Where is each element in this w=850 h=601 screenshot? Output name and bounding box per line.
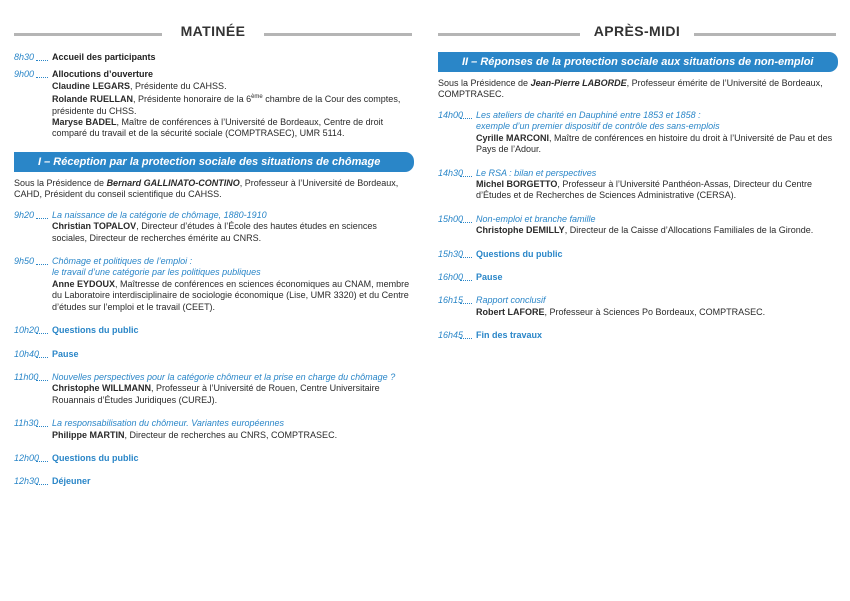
program-item: [14, 210, 412, 244]
program-item: [438, 295, 836, 318]
speaker-name: Rolande RUELLAN: [52, 94, 133, 105]
item-time: 9h20: [14, 210, 52, 244]
talk-title: Rapport conclusif: [476, 295, 546, 306]
speaker-entry: [52, 221, 412, 244]
speaker-entry: [476, 133, 836, 156]
speaker-desc-cont: chambre de la Cour des comptes, présidente du CHSS.: [52, 94, 401, 116]
speaker-name: Maryse BADEL: [52, 117, 117, 128]
speaker-name: Michel BORGETTO: [476, 179, 558, 190]
speaker-desc: , Directeur d’études à l’École des hautes études en sciences sociales, Directeur de recherches émérite au CNRS.: [52, 221, 377, 243]
speaker-name: Christophe DEMILLY: [476, 225, 565, 236]
speaker-name: Anne EYDOUX: [52, 278, 116, 289]
program-item: [14, 418, 412, 441]
item-time: 14h00: [438, 110, 476, 156]
speaker-name: Christophe WILLMANN: [52, 383, 151, 394]
talk-title: Le RSA : bilan et perspectives: [476, 167, 597, 178]
item-title: Questions du public: [476, 248, 563, 259]
matinee-title: MATINÉE: [180, 23, 246, 39]
program-item: [14, 372, 412, 406]
speaker-desc: , Professeur à l’Université de Rouen, Centre Universitaire Rouannais d’Études Juridiques (CUREJ).: [52, 383, 380, 405]
talk-subtitle: exemple d’un premier dispositif de contrôle des sans-emplois: [476, 121, 720, 132]
speaker-name: Christian TOPALOV: [52, 221, 137, 232]
speaker-desc: , Directeur de la Caisse d’Allocations Familiales de la Gironde.: [564, 225, 814, 236]
speaker-desc-sup: ème: [251, 94, 263, 101]
item-time: 10h20: [14, 325, 52, 336]
item-time: 14h30: [438, 168, 476, 202]
program-item: [438, 249, 836, 260]
program-item: [438, 272, 836, 283]
speaker-entry: [476, 179, 836, 202]
program-item: [438, 168, 836, 202]
speaker-desc: , Maître de conférences en histoire du droit à l’Université de Pau et des Pays de l’Adour.: [476, 132, 833, 155]
speaker-name: Claudine LEGARS: [52, 80, 131, 91]
item-time: 9h00: [14, 69, 52, 139]
item-time: 11h00: [14, 372, 52, 406]
item-title: Pause: [52, 348, 79, 359]
item-title: Accueil des participants: [52, 52, 156, 62]
item-time: 16h45: [438, 330, 476, 341]
item-title: Allocutions d’ouverture: [52, 69, 154, 80]
speaker-entry: [52, 383, 412, 406]
program-item: [14, 52, 412, 63]
item-time: 16h00: [438, 272, 476, 283]
program-item: [14, 453, 412, 464]
program-item: [438, 110, 836, 156]
item-title: Questions du public: [52, 325, 139, 336]
item-title: Pause: [476, 272, 503, 283]
item-time: 12h30: [14, 476, 52, 487]
program-item: [14, 69, 412, 139]
speaker-desc: , Présidente du CAHSS.: [130, 80, 227, 91]
speaker-desc: , Présidente honoraire de la 6: [133, 94, 252, 105]
speaker-entry: [476, 225, 836, 236]
speaker-name: Robert LAFORE: [476, 306, 545, 317]
speaker-entry: [52, 117, 412, 140]
item-title: Fin des travaux: [476, 330, 543, 341]
apresmidi-title: APRÈS-MIDI: [593, 23, 681, 39]
speaker-name: Philippe MARTIN: [52, 429, 125, 440]
section-banner: II – Réponses de la protection sociale aux situations de non-emploi: [438, 52, 838, 72]
program-item: [14, 325, 412, 336]
item-time: 9h50: [14, 256, 52, 313]
item-title: Déjeuner: [52, 476, 91, 487]
item-time: 10h40: [14, 349, 52, 360]
session-chair: Sous la Présidence de Jean-Pierre LABORDE, Professeur émérite de l’Université de Bordeaux, COMPTRASEC.: [438, 78, 823, 99]
talk-title: Nouvelles perspectives pour la catégorie chômeur et la prise en charge du chômage ?: [52, 371, 396, 382]
speaker-entry: [52, 430, 412, 441]
matinee-header: [14, 22, 412, 44]
speaker-desc: , Professeur à Sciences Po Bordeaux, COMPTRASEC.: [544, 306, 766, 317]
speaker-entry: [52, 81, 412, 92]
talk-title: La naissance de la catégorie de chômage, 1880-1910: [52, 209, 267, 220]
item-time: 8h30: [14, 52, 52, 63]
speaker-name: Cyrille MARCONI: [476, 132, 550, 143]
item-time: 12h00: [14, 453, 52, 464]
speaker-desc: , Professeur à l’Université Panthéon-Assas, Directeur du Centre d’Études et de Recherches de Sciences Administrative (CERSA).: [476, 179, 812, 201]
speaker-entry: [476, 307, 836, 318]
matinee-column: [14, 22, 412, 500]
program-item: [14, 476, 412, 487]
talk-title: La responsabilisation du chômeur. Variantes européennes: [52, 418, 284, 429]
program-item: [14, 349, 412, 360]
section-banner: I – Réception par la protection sociale des situations de chômage: [14, 152, 414, 172]
talk-title: Les ateliers de charité en Dauphiné entre 1853 et 1858 :: [476, 110, 701, 120]
item-title: Questions du public: [52, 452, 139, 463]
apresmidi-column: [438, 22, 836, 354]
speaker-desc: , Maîtresse de conférences en sciences économiques au CNAM, membre du Laboratoire interdisciplinaire de sociologie économique (Lise, UMR 3320) et du Centre d’études sur l’emploi et le travail (CEET).: [52, 278, 410, 312]
talk-title: Chômage et politiques de l’emploi :: [52, 256, 193, 267]
program-item: [438, 214, 836, 237]
item-time: 15h30: [438, 249, 476, 260]
item-time: 15h00: [438, 214, 476, 237]
talk-subtitle: le travail d’une catégorie par les politiques publiques: [52, 267, 261, 278]
apresmidi-header: [438, 22, 836, 44]
item-time: 16h15: [438, 295, 476, 318]
session-chair: Sous la Présidence de Bernard GALLINATO-CONTINO, Professeur à l’Université de Bordeaux, CAHD, Président du conseil scientifique du CAHSS.: [14, 177, 399, 199]
item-time: 11h30: [14, 418, 52, 441]
talk-title: Non-emploi et branche famille: [476, 213, 596, 224]
speaker-entry: [52, 279, 412, 313]
speaker-desc: , Directeur de recherches au CNRS, COMPTRASEC.: [124, 429, 338, 440]
program-item: [14, 256, 412, 313]
speaker-desc: , Maître de conférences à l’Université de Bordeaux, Centre de droit comparé du travail et de la sécurité sociale (COMPTRASEC), UMR 5114.: [52, 117, 384, 139]
speaker-entry: [52, 92, 412, 117]
program-item: [438, 330, 836, 341]
